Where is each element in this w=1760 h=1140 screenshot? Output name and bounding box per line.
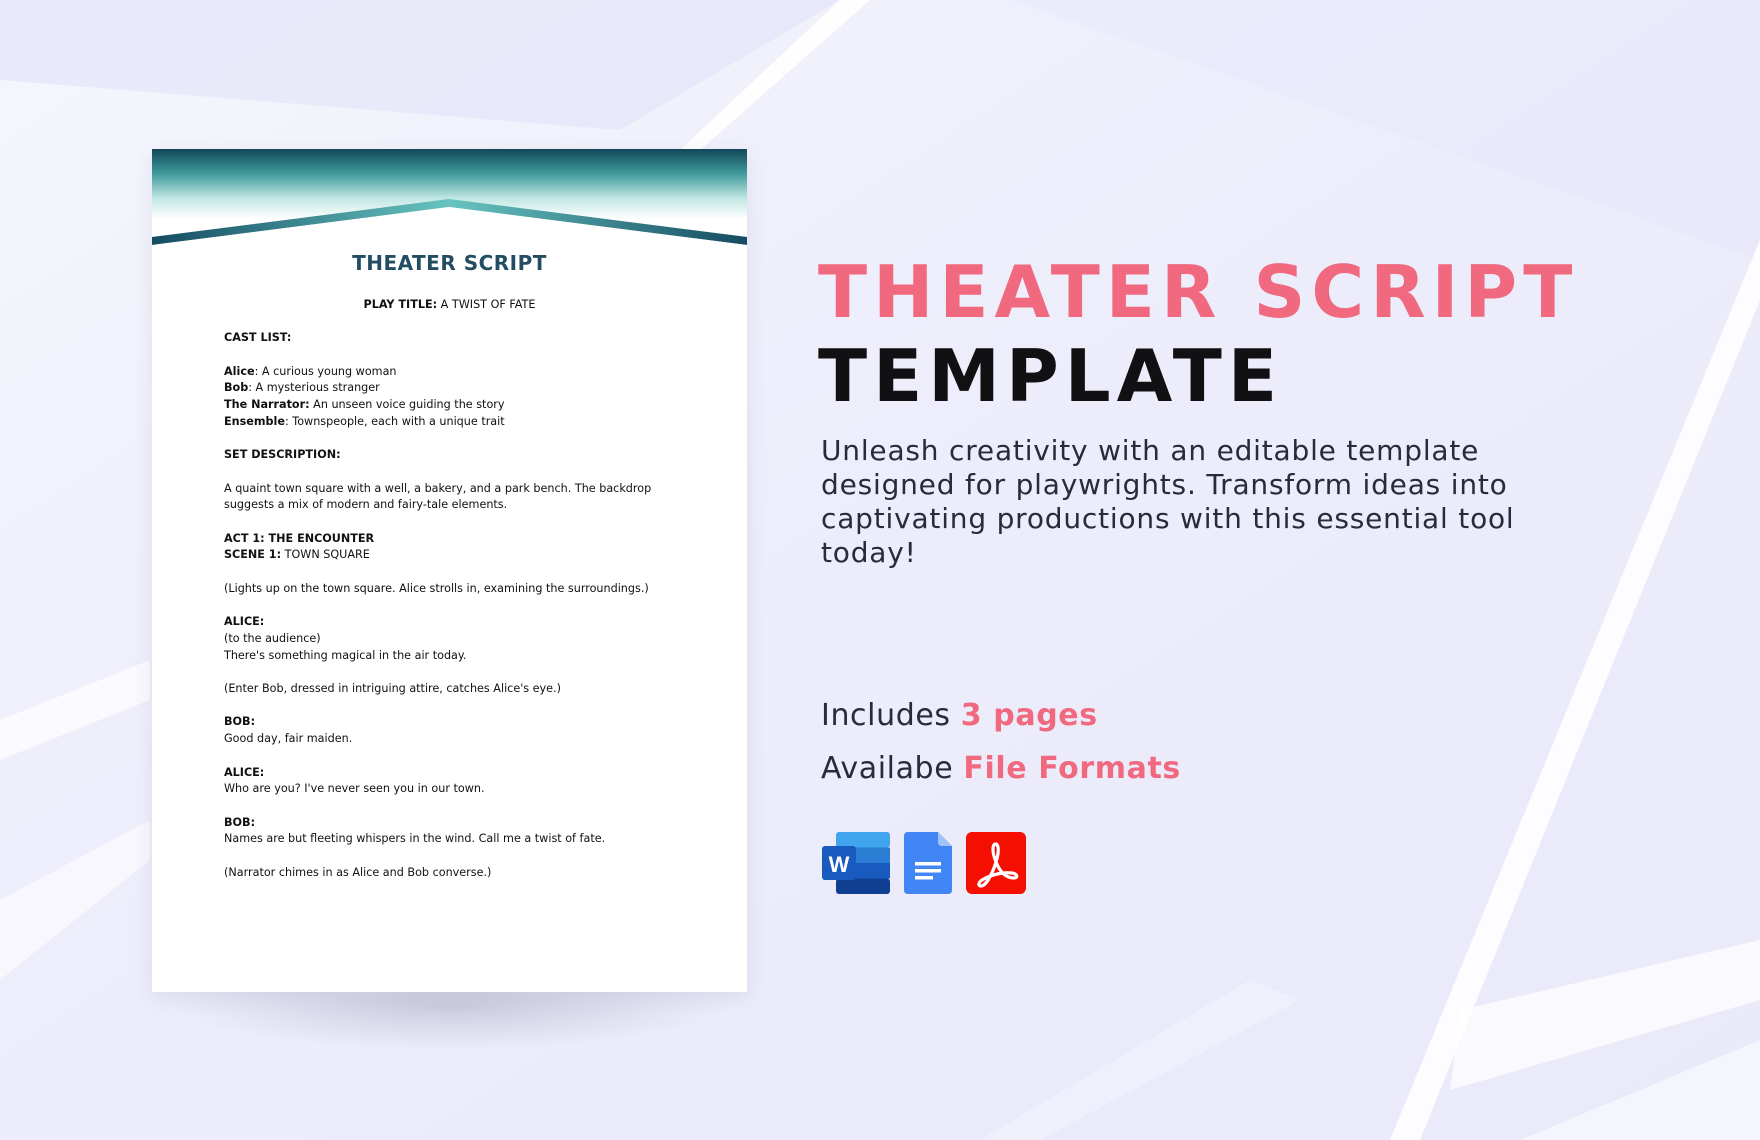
formats-info — [821, 751, 1181, 786]
cast-item-ensemble: Ensemble: Townspeople, each with a unique trait — [224, 414, 505, 428]
microsoft-word-icon — [822, 832, 892, 894]
adobe-pdf-icon — [966, 832, 1026, 894]
act-heading: ACT 1: THE ENCOUNTER — [224, 531, 375, 545]
word-letter: W — [828, 852, 850, 877]
set-description-line: suggests a mix of modern and fairy-tale elements. — [224, 498, 508, 512]
document-title: THEATER SCRIPT — [352, 251, 547, 275]
play-title-label: PLAY TITLE: — [363, 298, 438, 311]
dialogue-line: Names are but fleeting whispers in the wind. Call me a twist of fate. — [224, 832, 606, 846]
character-name: BOB: — [224, 715, 256, 729]
hero-description: Unleash creativity with an editable template designed for playwrights. Transform ideas into captivating productions with this essential tool today! — [821, 434, 1515, 569]
cast-item-narrator: The Narrator: An unseen voice guiding the story — [224, 398, 505, 412]
dialogue-line: Good day, fair maiden. — [224, 732, 353, 746]
play-title-line — [152, 297, 747, 314]
dialogue-line: There's something magical in the air today. — [224, 648, 467, 662]
pages-prefix: Includes — [821, 698, 961, 733]
document-body — [224, 297, 694, 881]
google-docs-icon — [904, 832, 952, 894]
cast-heading: CAST LIST: — [224, 331, 292, 345]
cast-item-bob: Bob: A mysterious stranger — [224, 381, 380, 395]
hero-title-line-1: THEATER SCRIPT — [818, 250, 1579, 334]
hero-title-line-2: TEMPLATE — [818, 334, 1284, 418]
play-title-value: A TWIST OF FATE — [440, 298, 536, 311]
character-name: BOB: — [224, 815, 256, 829]
character-name: ALICE: — [224, 615, 265, 629]
formats-prefix: Availabe — [821, 751, 964, 786]
pages-info — [821, 698, 1098, 733]
stage-direction: (Lights up on the town square. Alice strolls in, examining the surroundings.) — [224, 581, 649, 595]
set-description-line: A quaint town square with a well, a bakery, and a park bench. The backdrop — [224, 481, 652, 495]
formats-value: File Formats — [963, 751, 1181, 786]
dialogue-line: Who are you? I've never seen you in our town. — [224, 782, 485, 796]
set-heading: SET DESCRIPTION: — [224, 448, 341, 462]
stage-direction: (Narrator chimes in as Alice and Bob converse.) — [224, 865, 492, 879]
cast-item-alice: Alice: A curious young woman — [224, 364, 397, 378]
parenthetical: (to the audience) — [224, 631, 321, 645]
document-header-banner — [152, 149, 747, 249]
document-preview — [152, 149, 747, 992]
character-name: ALICE: — [224, 765, 265, 779]
scene-heading: SCENE 1: TOWN SQUARE — [224, 548, 370, 562]
pages-value: 3 pages — [960, 698, 1098, 733]
stage-direction: (Enter Bob, dressed in intriguing attire, catches Alice's eye.) — [224, 682, 561, 696]
